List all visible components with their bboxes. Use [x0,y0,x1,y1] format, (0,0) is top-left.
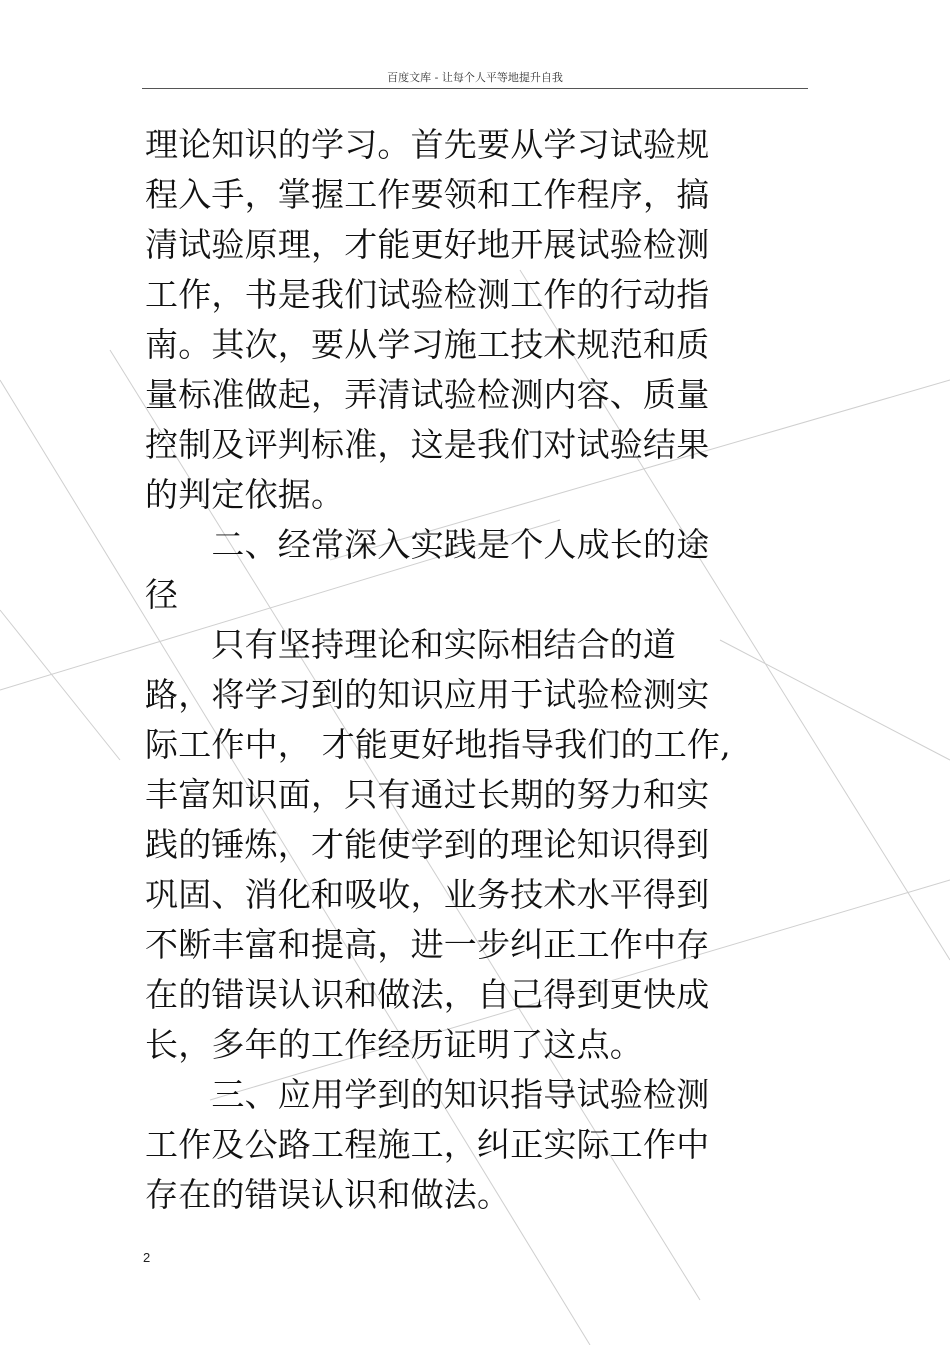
body-line: 践的锤炼，才能使学到的理论知识得到 [145,825,710,864]
body-line: 南。其次，要从学习施工技术规范和质 [145,325,710,364]
body-line: 工作，书是我们试验检测工作的行动指 [145,275,710,314]
body-line: 际工作中， 才能更好地指导我们的工作, [145,725,731,764]
body-line: 量标准做起，弄清试验检测内容、质量 [145,375,710,414]
section-heading-continued: 存在的错误认识和做法。 [145,1175,511,1214]
page-header: 百度文库 - 让每个人平等地提升自我 [387,71,563,84]
body-line: 巩固、消化和吸收，业务技术水平得到 [145,875,710,914]
section-heading-continued: 工作及公路工程施工，纠正实际工作中 [145,1125,710,1164]
header-divider [142,88,808,89]
body-line: 路，将学习到的知识应用于试验检测实 [145,675,710,714]
body-line: 控制及评判标准，这是我们对试验结果 [145,425,710,464]
body-line: 只有坚持理论和实际相结合的道 [145,625,677,664]
body-line: 丰富知识面，只有通过长期的努力和实 [145,775,710,814]
page-number: 2 [143,1250,151,1265]
body-line: 理论知识的学习。首先要从学习试验规 [145,125,710,164]
section-heading: 二、经常深入实践是个人成长的途 [145,525,710,564]
section-heading-continued: 径 [145,575,179,614]
body-line: 程入手，掌握工作要领和工作程序，搞 [145,175,710,214]
section-heading: 三、应用学到的知识指导试验检测 [145,1075,710,1114]
body-line: 的判定依据。 [145,475,345,514]
body-line: 在的错误认识和做法，自己得到更快成 [145,975,710,1014]
body-line: 长，多年的工作经历证明了这点。 [145,1025,643,1064]
body-line: 不断丰富和提高，进一步纠正工作中存 [145,925,710,964]
body-line: 清试验原理，才能更好地开展试验检测 [145,225,710,264]
